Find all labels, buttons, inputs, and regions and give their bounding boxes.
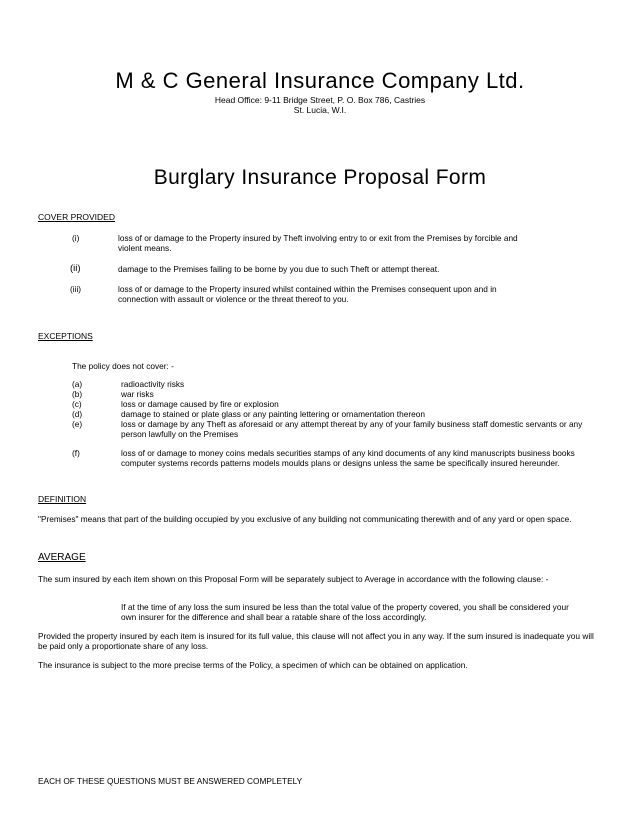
exception-item-text: loss or damage by any Theft as aforesaid or any attempt thereat by any of your family business staff domestic servants or any	[121, 419, 583, 429]
form-title: Burglary Insurance Proposal Form	[153, 166, 487, 189]
cover-item-number: (iii)	[70, 284, 82, 294]
address-country: St. Lucia, W.I.	[293, 105, 347, 115]
exception-item-text: radioactivity risks	[121, 379, 185, 389]
head-office-address: Head Office: 9-11 Bridge Street, P. O. Box 786, Castries	[214, 95, 426, 105]
exception-item-number: (e)	[72, 419, 83, 429]
exception-item-text-cont: computer systems records patterns models moulds plans or designs unless the same be specifically insured hereunder.	[121, 458, 560, 468]
answer-all-questions-note: EACH OF THESE QUESTIONS MUST BE ANSWERED COMPLETELY	[38, 776, 303, 786]
exception-item-number: (d)	[72, 409, 83, 419]
average-intro: The sum insured by each item shown on this Proposal Form will be separately subject to Average in accordance with the following clause: -	[38, 574, 549, 584]
definition-heading: DEFINITION	[38, 494, 87, 504]
cover-item-text: loss of or damage to the Property insured by Theft involving entry to or exit from the Premises by forcible and	[118, 233, 518, 243]
exception-item-text: damage to stained or plate glass or any painting lettering or ornamentation thereon	[121, 409, 425, 419]
exception-item-text: loss or damage caused by fire or explosion	[121, 399, 279, 409]
cover-provided-heading: COVER PROVIDED	[38, 212, 115, 222]
exceptions-heading: EXCEPTIONS	[38, 331, 93, 341]
company-name: M & C General Insurance Company Ltd.	[115, 68, 525, 93]
average-clause-cont: own insurer for the difference and shall bear a ratable share of the loss accordingly.	[121, 612, 427, 622]
exception-item-number: (b)	[72, 389, 83, 399]
average-proviso-cont: be paid only a proportionate share of any loss.	[38, 641, 209, 651]
exceptions-intro: The policy does not cover: -	[72, 361, 174, 371]
average-proviso: Provided the property insured by each item is insured for its full value, this clause will not affect you in any way. If the sum insured is inadequate you will	[38, 631, 594, 641]
cover-item-text: damage to the Premises failing to be borne by you due to such Theft or attempt thereat.	[118, 264, 440, 274]
cover-item-text: loss of or damage to the Property insured whilst contained within the Premises consequent upon and in	[118, 284, 497, 294]
exception-item-number: (f)	[72, 448, 80, 458]
definition-text: "Premises" means that part of the building occupied by you exclusive of any building not communicating therewith and of any yard or open space.	[38, 514, 572, 524]
exception-item-number: (a)	[72, 379, 83, 389]
exception-item-text: loss of or damage to money coins medals securities stamps of any kind documents of any kind manuscripts business books	[121, 448, 575, 458]
exception-item-text: war risks	[121, 389, 154, 399]
cover-item-number: (i)	[72, 233, 80, 243]
cover-item-number: (ii)	[70, 263, 81, 274]
cover-item-text-cont: connection with assault or violence or the threat thereof to you.	[118, 294, 349, 304]
average-clause: If at the time of any loss the sum insured be less than the total value of the property covered, you shall be considered your	[121, 602, 569, 612]
exception-item-number: (c)	[72, 399, 82, 409]
average-heading: AVERAGE	[38, 552, 86, 563]
exception-item-text-cont: person lawfully on the Premises	[121, 429, 239, 439]
cover-item-text-cont: violent means.	[118, 243, 172, 253]
policy-terms-note: The insurance is subject to the more precise terms of the Policy, a specimen of which can be obtained on application.	[38, 660, 468, 670]
